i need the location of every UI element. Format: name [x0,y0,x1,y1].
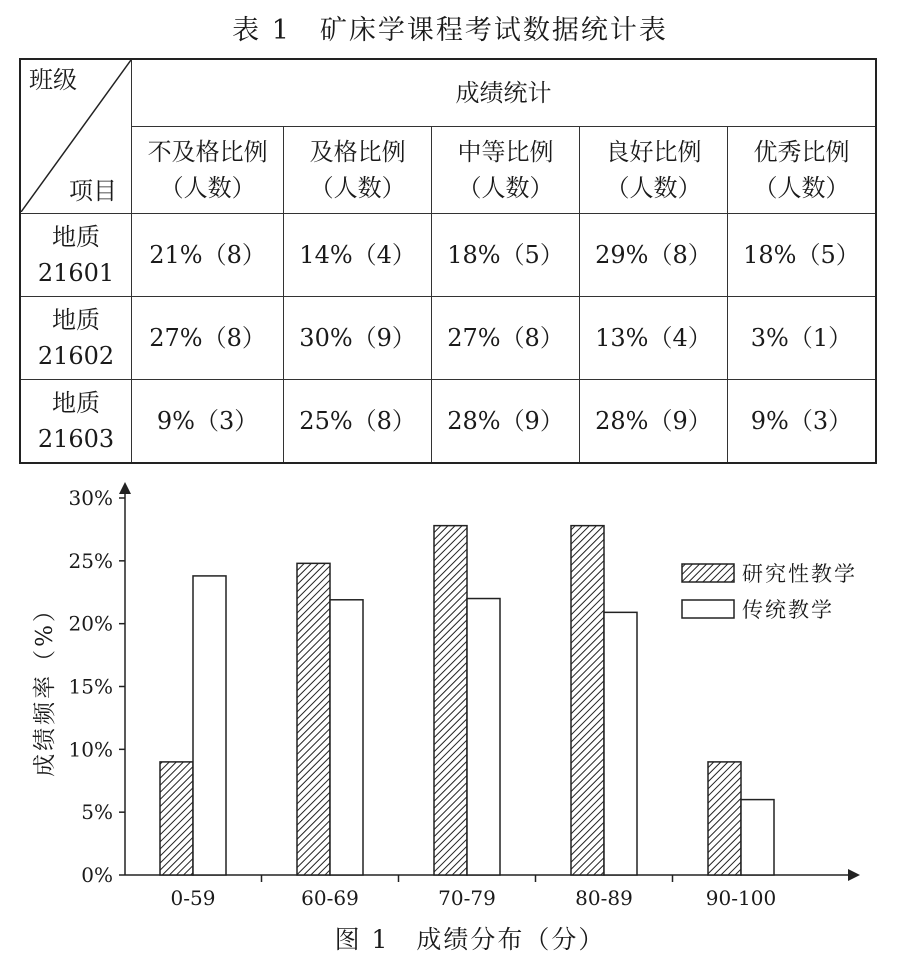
table-cell: 29%（8） [580,214,728,297]
table-cell: 28%（9） [580,380,728,464]
x-tick-label: 0-59 [170,886,216,910]
bar [330,600,363,875]
table-cell: 9%（3） [132,380,284,464]
table-cell: 27%（8） [432,297,580,380]
table-cell: 9%（3） [727,380,876,464]
y-tick-label: 25% [68,548,113,573]
corner-header-cell [20,59,132,214]
legend-swatch [682,600,734,618]
table-cell: 28%（9） [432,380,580,464]
bar [571,526,604,875]
bar [434,526,467,875]
y-tick-label: 0% [81,863,113,887]
row-header: 地质 21601 [20,214,132,297]
x-tick-label: 70-79 [438,886,496,910]
row-header: 地质 21603 [20,380,132,464]
bar-chart-svg [0,478,900,959]
bar [467,599,500,875]
bar [297,563,330,875]
table-row [20,380,876,464]
figure-caption: 图 1 成绩分布（分） [334,925,606,954]
column-header: 优秀比例 （人数） [727,127,876,214]
table-row [20,214,876,297]
row-header: 地质 21602 [20,297,132,380]
table-cell: 21%（8） [132,214,284,297]
y-tick-label: 20% [68,611,113,636]
table-cell: 13%（4） [580,297,728,380]
bar [160,762,193,875]
column-header: 良好比例 （人数） [580,127,728,214]
table-cell: 30%（9） [284,297,432,380]
bar [741,800,774,875]
table-cell: 18%（5） [727,214,876,297]
statistics-table [19,58,877,464]
bar-chart [0,478,900,959]
bar [193,576,226,875]
bar [604,612,637,875]
table-cell: 18%（5） [432,214,580,297]
table-cell: 25%（8） [284,380,432,464]
legend-label: 传统教学 [742,598,834,622]
y-tick-label: 30% [68,486,113,510]
corner-label-item: 项目 [69,177,117,205]
group-header: 成绩统计 [132,59,877,127]
column-header: 及格比例 （人数） [284,127,432,214]
bar [708,762,741,875]
x-tick-label: 90-100 [705,886,777,910]
y-tick-label: 15% [68,674,113,699]
y-tick-label: 10% [68,737,113,762]
column-header: 中等比例 （人数） [432,127,580,214]
y-axis-label: 成绩频率（%） [32,596,58,777]
table-title: 表 1 矿床学课程考试数据统计表 [232,15,668,46]
x-tick-label: 80-89 [575,886,633,910]
y-axis-arrow [119,482,131,494]
legend-swatch [682,564,734,582]
x-axis-arrow [848,869,860,881]
legend-label: 研究性教学 [742,562,857,586]
column-header: 不及格比例 （人数） [132,127,284,214]
table-cell: 27%（8） [132,297,284,380]
x-tick-label: 60-69 [301,886,359,910]
table-cell: 3%（1） [727,297,876,380]
table-cell: 14%（4） [284,214,432,297]
corner-label-class: 班级 [29,66,77,94]
table-row [20,297,876,380]
y-tick-label: 5% [81,800,113,825]
